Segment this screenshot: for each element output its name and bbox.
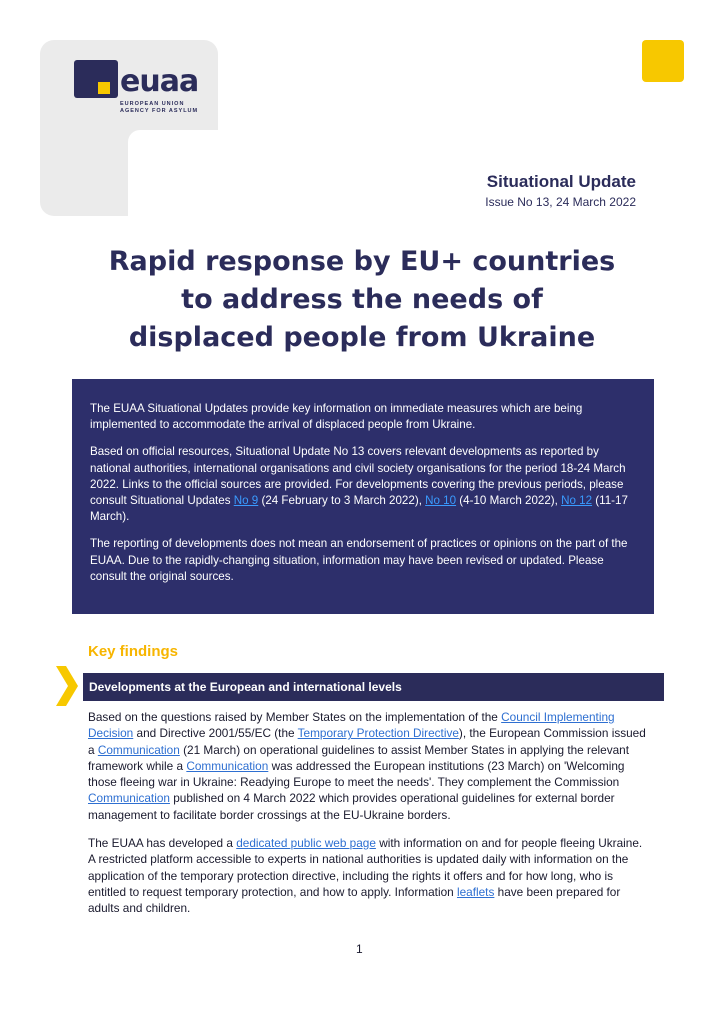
body-text-span: (21 March) on operational guidelines to assist Member States in applying the relevant framework while a bbox=[88, 742, 629, 773]
body-text-span: was addressed the European institutions (23 March) on 'Welcoming those fleeing war in Ukraine: Readying Europe to meet the needs'. They complement the Commission bbox=[88, 758, 625, 790]
body-text-span: have been prepared for adults and children. bbox=[88, 884, 621, 916]
intro-text: (11-17 March). bbox=[90, 494, 628, 524]
body-paragraph-1 bbox=[88, 709, 648, 823]
page-number: 1 bbox=[356, 942, 363, 956]
intro-text: Based on official resources, Situational Update No 13 covers relevant developments as reported by national authorities, international organisations and civil society organisations for the period 18-24 March 2022. Links to the official sources are provided. For developments covering the previous periods, please consult Situational Updates bbox=[90, 445, 626, 508]
link-update-no10[interactable]: No 10 bbox=[425, 494, 457, 508]
link-communication-4-march[interactable]: Communication bbox=[88, 791, 170, 806]
link-tpd[interactable]: Temporary Protection Directive bbox=[297, 726, 459, 741]
intro-paragraph-1: The EUAA Situational Updates provide key information on immediate measures which are being implemented to accommodate the arrival of displaced people from Ukraine. bbox=[90, 402, 583, 432]
body-text bbox=[88, 709, 648, 929]
body-text-span: with information on and for people fleeing Ukraine. A restricted platform accessible to experts in national authorities is updated daily with information on the application of the temporary protection directive, including the rights it offers and for how long, who is entitled to request temporary protection, and how to apply. Information bbox=[88, 836, 643, 899]
title-line-1: Rapid response by EU+ countries bbox=[108, 246, 616, 277]
corner-accent-square bbox=[642, 40, 684, 82]
logo-subtitle bbox=[120, 101, 200, 115]
link-update-no9[interactable]: No 9 bbox=[233, 494, 259, 508]
issue-info: Issue No 13, 24 March 2022 bbox=[485, 195, 636, 209]
document-type: Situational Update bbox=[486, 172, 636, 191]
link-dedicated-web-page[interactable]: dedicated public web page bbox=[236, 836, 376, 851]
title-line-2: to address the needs of bbox=[181, 284, 543, 315]
logo-notch bbox=[128, 130, 224, 222]
intro-text: (24 February to 3 March 2022), bbox=[258, 494, 426, 508]
chevron-right-icon bbox=[54, 666, 78, 706]
body-text-span: and Directive 2001/55/EC (the bbox=[133, 726, 298, 741]
key-findings-heading: Key findings bbox=[88, 643, 179, 660]
section-bar: Developments at the European and international levels bbox=[83, 673, 664, 701]
logo-subtitle-line2: AGENCY FOR ASYLUM bbox=[120, 108, 199, 114]
euaa-logo-icon bbox=[74, 60, 118, 98]
link-communication-23-march[interactable]: Communication bbox=[186, 758, 269, 773]
link-update-no12[interactable]: No 12 bbox=[561, 494, 593, 508]
body-text-span: published on 4 March 2022 which provides operational guidelines for external border management to facilitate border crossings at the EU-Ukraine borders. bbox=[88, 791, 615, 822]
logo-subtitle-line1: EUROPEAN UNION bbox=[120, 101, 185, 107]
body-text-span: The EUAA has developed a bbox=[88, 836, 237, 851]
link-council-decision[interactable]: Council Implementing Decision bbox=[88, 710, 615, 741]
link-communication-21-march[interactable]: Communication bbox=[97, 742, 180, 757]
title-line-3: displaced people from Ukraine bbox=[128, 322, 596, 353]
intro-box bbox=[72, 379, 654, 614]
intro-paragraph-3: The reporting of developments does not mean an endorsement of practices or opinions on the part of the EUAA. Due to the rapidly-changing situation, information may have been revised or updated. Please consult the original sources. bbox=[90, 537, 628, 583]
body-paragraph-2 bbox=[88, 835, 648, 916]
page-title bbox=[60, 243, 664, 357]
intro-text: (4-10 March 2022), bbox=[456, 494, 562, 508]
logo-wordmark: euaa bbox=[120, 64, 199, 99]
intro-paragraph-2 bbox=[90, 444, 636, 525]
body-text-span: Based on the questions raised by Member States on the implementation of the bbox=[88, 710, 502, 724]
body-text-span: ), the European Commission issued a bbox=[88, 726, 646, 757]
logo-accent-square bbox=[98, 82, 110, 94]
link-leaflets[interactable]: leaflets bbox=[456, 884, 495, 899]
